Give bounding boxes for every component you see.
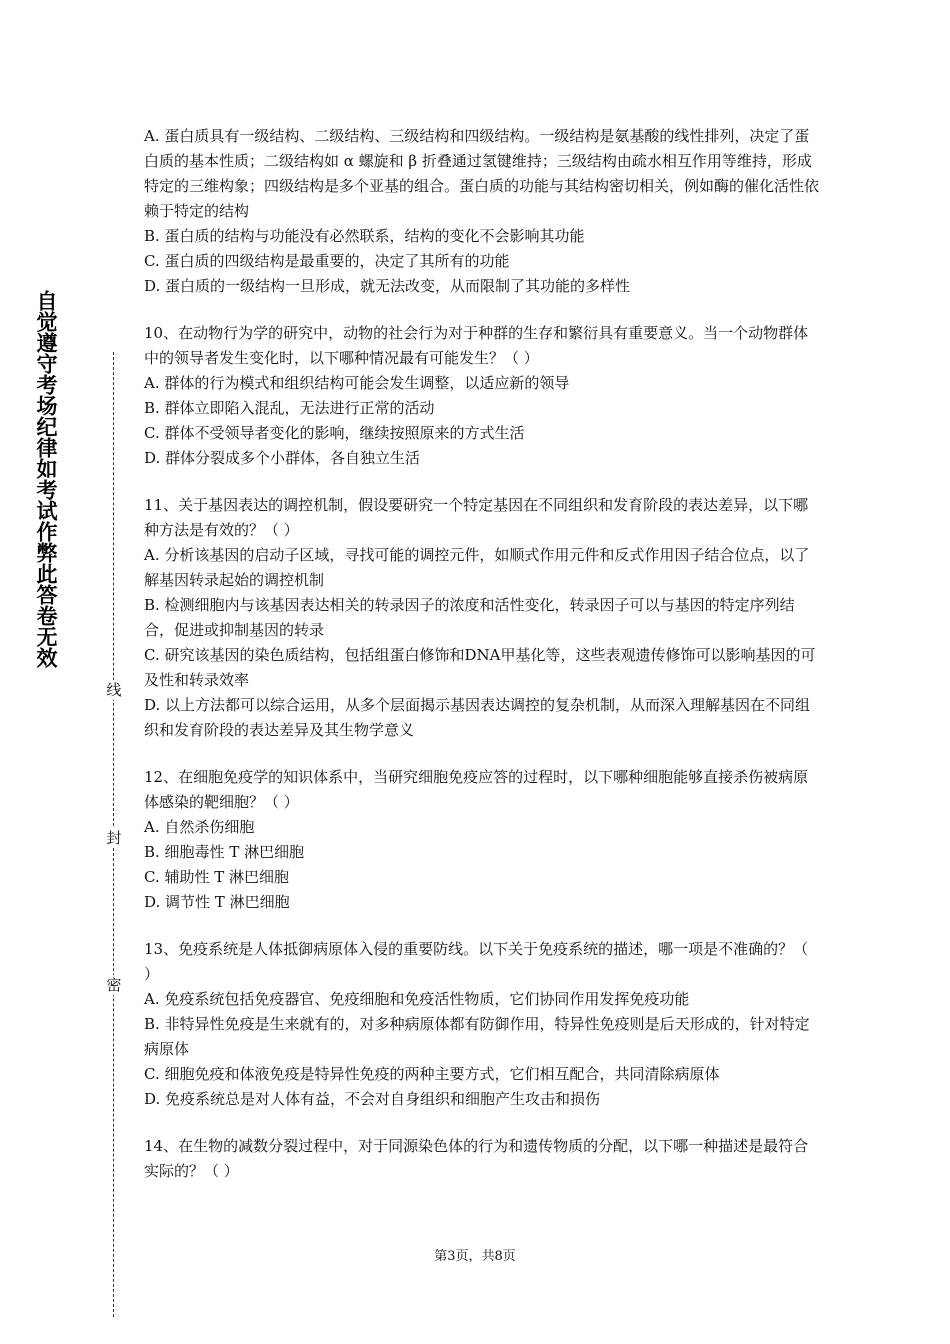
option-d: D. 免疫系统总是对人体有益，不会对自身组织和细胞产生攻击和损伤 <box>144 1090 601 1108</box>
question-stem: 14、在生物的减数分裂过程中，对于同源染色体的行为和遗传物质的分配，以下哪一种描述是最符合实际的？（ ） <box>144 1137 809 1180</box>
question-list <box>144 124 820 1206</box>
option-b: B. 非特异性免疫是生来就有的，对多种病原体都有防御作用，特异性免疫则是后天形成的，针对特定病原体 <box>144 1015 810 1058</box>
binding-mark-xian: 线 <box>104 680 124 700</box>
question-13 <box>144 937 820 1112</box>
option-a: A. 自然杀伤细胞 <box>144 818 255 836</box>
binding-mark-mi: 密 <box>104 975 124 995</box>
option-a: A. 免疫系统包括免疫器官、免疫细胞和免疫活性物质，它们协同作用发挥免疫功能 <box>144 990 690 1008</box>
binding-mark-feng: 封 <box>104 828 124 848</box>
question-stem: 11、关于基因表达的调控机制，假设要研究一个特定基因在不同组织和发育阶段的表达差异，以下哪种方法是有效的？（ ） <box>144 496 809 539</box>
question-9-continued <box>144 124 820 299</box>
option-a: A. 群体的行为模式和组织结构可能会发生调整，以适应新的领导 <box>144 374 570 392</box>
question-stem: 12、在细胞免疫学的知识体系中，当研究细胞免疫应答的过程时，以下哪种细胞能够直接杀伤被病原体感染的靶细胞？（ ） <box>144 768 809 811</box>
option-c: C. 群体不受领导者变化的影响，继续按照原来的方式生活 <box>144 424 525 442</box>
option-b: B. 蛋白质的结构与功能没有必然联系，结构的变化不会影响其功能 <box>144 227 585 245</box>
option-b: B. 检测细胞内与该基因表达相关的转录因子的浓度和活性变化，转录因子可以与基因的特定序列结合，促进或抑制基因的转录 <box>144 596 795 639</box>
question-stem: 13、免疫系统是人体抵御病原体入侵的重要防线。以下关于免疫系统的描述，哪一项是不准确的？（ ） <box>144 940 809 983</box>
option-b: B. 群体立即陷入混乱，无法进行正常的活动 <box>144 399 435 417</box>
question-10 <box>144 321 820 471</box>
option-d: D. 以上方法都可以综合运用，从多个层面揭示基因表达调控的复杂机制，从而深入理解基因在不同组织和发育阶段的表达差异及其生物学意义 <box>144 696 811 739</box>
question-12 <box>144 765 820 915</box>
option-d: D. 群体分裂成多个小群体，各自独立生活 <box>144 449 421 467</box>
option-d: D. 蛋白质的一级结构一旦形成，就无法改变，从而限制了其功能的多样性 <box>144 277 631 295</box>
option-c: C. 研究该基因的染色质结构，包括组蛋白修饰和DNA甲基化等，这些表观遗传修饰可以影响基因的可及性和转录效率 <box>144 646 816 689</box>
option-c: C. 细胞免疫和体液免疫是特异性免疫的两种主要方式，它们相互配合，共同清除病原体 <box>144 1065 720 1083</box>
question-stem: 10、在动物行为学的研究中，动物的社会行为对于种群的生存和繁衍具有重要意义。当一个动物群体中的领导者发生变化时，以下哪种情况最有可能发生？（ ） <box>144 324 809 367</box>
option-b: B. 细胞毒性 T 淋巴细胞 <box>144 843 305 861</box>
option-a: A. 分析该基因的启动子区域，寻找可能的调控元件，如顺式作用元件和反式作用因子结合位点，以了解基因转录起始的调控机制 <box>144 546 810 589</box>
option-a: A. 蛋白质具有一级结构、二级结构、三级结构和四级结构。一级结构是氨基酸的线性排列，决定了蛋白质的基本性质；二级结构如 α 螺旋和 β 折叠通过氢键维持；三级结构由疏水相互作用等维持，形成特定的三维构象；四级结构是多个亚基的组合。蛋白质的功能与其结构密切相关，例如酶的催化活性依赖于特定的结构 <box>144 127 820 220</box>
option-d: D. 调节性 T 淋巴细胞 <box>144 893 290 911</box>
binding-slogan: 自觉遵守考场纪律如考试作弊此答卷无效 <box>34 290 58 668</box>
option-c: C. 蛋白质的四级结构是最重要的，决定了其所有的功能 <box>144 252 510 270</box>
question-11 <box>144 493 820 743</box>
option-c: C. 辅助性 T 淋巴细胞 <box>144 868 290 886</box>
question-14 <box>144 1134 820 1184</box>
page-number: 第3页，共8页 <box>434 1249 516 1264</box>
